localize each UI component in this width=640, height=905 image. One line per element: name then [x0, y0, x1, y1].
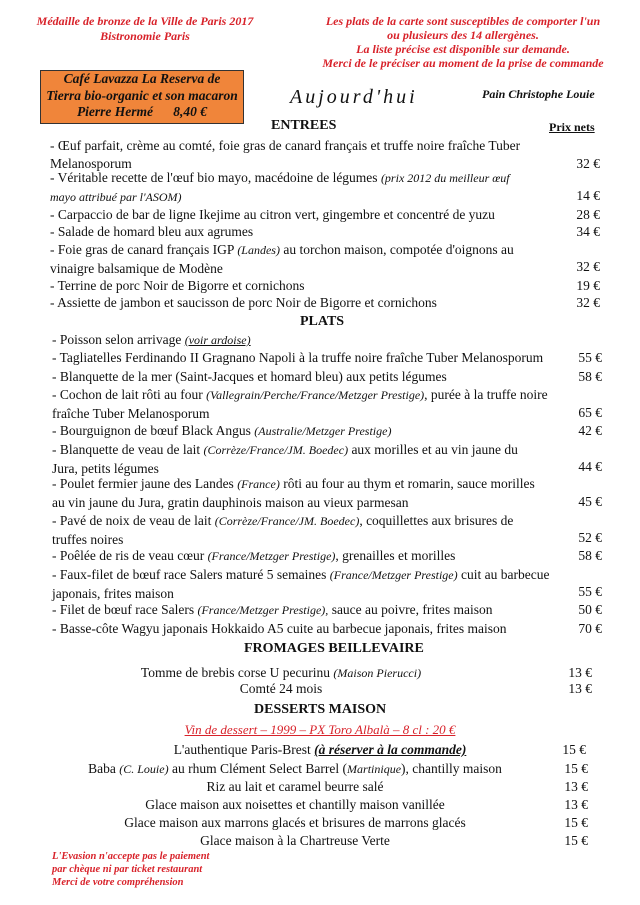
menu-item: [50, 277, 550, 295]
item-reserve-note: (à réserver à la commande): [314, 742, 467, 757]
item-text: - Blanquette de veau de lait: [52, 442, 204, 457]
item-price: 19 €: [576, 278, 600, 293]
item-note: (France/Metzger Prestige),: [197, 603, 329, 617]
item-note: (Landes): [237, 243, 280, 257]
item-text-b: , coquillettes aux brisures de: [359, 513, 514, 528]
cheese-item: [46, 680, 516, 698]
section-heading-desserts: DESSERTS MAISON: [254, 702, 387, 717]
item-text-cont: fraîche Tuber Melanosporum: [52, 405, 210, 421]
menu-item: [52, 386, 562, 422]
item-note: (France/Metzger Prestige): [207, 549, 336, 563]
menu-item: [52, 441, 552, 477]
item-text: - Carpaccio de bar de ligne Ikejime au citron vert, gingembre et concentré de yuzu: [50, 207, 495, 222]
item-text: Baba: [88, 761, 120, 776]
item-note: (C. Louie): [119, 762, 169, 776]
item-price: 13 €: [568, 665, 592, 680]
item-text: - Tagliatelles Ferdinando II Gragnano Napoli à la truffe noire fraîche Tuber Melanosporum: [52, 350, 544, 365]
dessert-item: [30, 760, 560, 779]
dessert-item: [30, 778, 560, 796]
item-text: Tomme de brebis corse U pecurinu: [140, 665, 334, 680]
item-text-b: aux morilles et au vin jaune du: [348, 442, 518, 457]
section-heading-plats: PLATS: [300, 314, 345, 329]
item-text-cont: truffes noires: [52, 531, 124, 547]
item-text-b: , purée à la truffe noire: [424, 387, 548, 402]
item-text-cont: Jura, petits légumes: [52, 460, 159, 476]
item-price: 65 €: [578, 405, 602, 420]
item-text-b: cuit au barbecue: [457, 567, 550, 582]
item-text: - Terrine de porc Noir de Bigorre et cornichons: [50, 278, 305, 293]
item-price: 13 €: [564, 779, 588, 794]
item-text: - Véritable recette de l'œuf bio mayo, macédoine de légumes: [50, 170, 381, 185]
item-text-b: au rhum Clément Select Barrel (: [168, 761, 348, 776]
menu-item: [52, 547, 552, 566]
menu-item: [52, 331, 552, 350]
item-note: (Corrèze/France/JM. Boedec): [214, 514, 360, 528]
menu-item: [50, 206, 550, 224]
menu-item: [52, 368, 552, 386]
dessert-item: [30, 832, 560, 850]
item-text: - Filet de bœuf race Salers: [52, 602, 198, 617]
menu-item: [52, 349, 552, 367]
item-text: - Poisson selon arrivage: [52, 332, 185, 347]
item-text-cont: vinaigre balsamique de Modène: [50, 260, 223, 276]
item-text: - Foie gras de canard français IGP: [50, 242, 238, 257]
item-text-b: rôti au four au thym et romarin, sauce morilles: [279, 476, 535, 491]
item-text: - Faux-filet de bœuf race Salers maturé 5 semaines: [52, 567, 330, 582]
item-note-b: Martinique: [347, 762, 402, 776]
allergen-line-2: ou plusieurs des 14 allergènes.: [387, 28, 539, 42]
bread-supplier: Pain Christophe Louie: [482, 87, 595, 101]
item-price: 50 €: [578, 602, 602, 617]
header-award: [20, 14, 270, 44]
item-price: 14 €: [576, 188, 600, 203]
award-subline: Bistronomie Paris: [100, 29, 190, 43]
item-text: - Pavé de noix de veau de lait: [52, 513, 215, 528]
cafe-line-3: Pierre Hermé 8,40 €: [76, 104, 208, 119]
allergen-line-1: Les plats de la carte sont susceptibles de comporter l'un: [325, 14, 601, 28]
item-price: 32 €: [576, 295, 600, 310]
page-title: Aujourd'hui: [290, 86, 418, 108]
dessert-wine: Vin de dessert – 1999 – PX Toro Albalà – 8 cl : 20 €: [184, 722, 456, 737]
item-text: - Bourguignon de bœuf Black Angus: [52, 423, 255, 438]
menu-item: [50, 223, 550, 241]
menu-item: [50, 169, 550, 206]
item-text-cont: au vin jaune du Jura, gratin dauphinois maison au vieux parmesan: [52, 494, 409, 510]
item-text: - Assiette de jambon et saucisson de porc Noir de Bigorre et cornichons: [50, 295, 437, 310]
menu-item: [52, 566, 562, 602]
item-price: 15 €: [564, 761, 588, 776]
payment-line-1: L'Evasion n'accepte pas le paiement: [52, 851, 210, 862]
item-text: - Œuf parfait, crème au comté, foie gras de canard français et truffe noire fraîche Tuber: [50, 138, 521, 153]
item-text: L'authentique Paris-Brest: [173, 742, 315, 757]
payment-notice: [52, 850, 209, 889]
dessert-item: [40, 741, 600, 759]
section-heading-entrees: ENTREES: [271, 118, 337, 133]
item-text: - Blanquette de la mer (Saint-Jacques et homard bleu) aux petits légumes: [52, 369, 447, 384]
item-price: 34 €: [576, 224, 600, 239]
item-text: Glace maison aux marrons glacés et brisures de marrons glacés: [124, 815, 466, 830]
item-price: 44 €: [578, 459, 602, 474]
item-note-link: (voir ardoise): [184, 333, 251, 347]
item-price: 58 €: [578, 548, 602, 563]
item-text: - Salade de homard bleu aux agrumes: [50, 224, 254, 239]
dessert-item: [30, 796, 560, 814]
item-note: (Maison Pierucci): [333, 666, 422, 680]
allergen-notice: [318, 14, 608, 70]
item-text-c: ), chantilly maison: [401, 761, 502, 776]
item-price: 13 €: [568, 681, 592, 696]
item-price: 32 €: [576, 156, 600, 171]
item-text: - Basse-côte Wagyu japonais Hokkaido A5 cuite au barbecue japonais, frites maison: [52, 621, 507, 636]
item-note-cont: mayo attribué par l'ASOM): [50, 189, 182, 204]
item-text-b: , grenailles et morilles: [335, 548, 456, 563]
item-price: 58 €: [578, 369, 602, 384]
item-text: Riz au lait et caramel beurre salé: [206, 779, 384, 794]
item-price: 70 €: [578, 621, 602, 636]
item-price: 52 €: [578, 530, 602, 545]
menu-item: [52, 475, 562, 511]
cafe-line-1: Café Lavazza La Reserva de: [63, 71, 221, 86]
cafe-line-2: Tierra bio-organic et son macaron: [46, 87, 238, 103]
item-price: 13 €: [564, 797, 588, 812]
price-column-label: Prix nets: [549, 120, 595, 134]
section-heading-fromages: FROMAGES BEILLEVAIRE: [244, 641, 424, 656]
menu-item: [52, 620, 552, 638]
item-price: 55 €: [578, 350, 602, 365]
item-note: (France/Metzger Prestige): [329, 568, 458, 582]
item-note: (Corrèze/France/JM. Boedec): [203, 443, 349, 457]
item-price: 45 €: [578, 494, 602, 509]
dessert-item: [30, 814, 560, 832]
menu-item: [52, 422, 552, 441]
item-price: 15 €: [564, 833, 588, 848]
payment-line-3: Merci de votre compréhension: [52, 877, 184, 888]
item-text-b: sauce au poivre, frites maison: [328, 602, 493, 617]
item-price: 42 €: [578, 423, 602, 438]
item-price: 32 €: [576, 259, 600, 274]
item-price: 15 €: [564, 815, 588, 830]
menu-item: [50, 137, 550, 172]
item-text-b: au torchon maison, compotée d'oignons au: [279, 242, 514, 257]
item-note: (France): [237, 477, 280, 491]
item-note: (Vallegrain/Perche/France/Metzger Prestige): [206, 388, 425, 402]
item-text-cont: japonais, frites maison: [52, 585, 174, 601]
item-text: Comté 24 mois: [239, 681, 323, 696]
item-text: - Cochon de lait rôti au four: [52, 387, 207, 402]
item-text: Glace maison à la Chartreuse Verte: [200, 833, 390, 848]
item-price: 15 €: [562, 742, 586, 757]
menu-item: [50, 294, 550, 312]
item-note: (Australie/Metzger Prestige): [254, 424, 392, 438]
allergen-line-4: Merci de le préciser au moment de la prise de commande: [322, 56, 604, 70]
item-note: (prix 2012 du meilleur œuf: [380, 171, 510, 185]
menu-item: [52, 601, 552, 620]
allergen-line-3: La liste précise est disponible sur demande.: [356, 42, 570, 56]
item-text: - Poêlée de ris de veau cœur: [52, 548, 208, 563]
cafe-offer-box: [40, 70, 244, 124]
menu-item: [52, 512, 552, 548]
item-price: 28 €: [576, 207, 600, 222]
payment-line-2: par chèque ni par ticket restaurant: [52, 864, 203, 875]
item-text-cont: Melanosporum: [50, 155, 132, 171]
menu-item: [50, 241, 550, 277]
item-text: - Poulet fermier jaune des Landes: [52, 476, 238, 491]
award-line: Médaille de bronze de la Ville de Paris 2017: [36, 14, 254, 28]
item-price: 55 €: [578, 584, 602, 599]
item-text: Glace maison aux noisettes et chantilly maison vanillée: [145, 797, 445, 812]
